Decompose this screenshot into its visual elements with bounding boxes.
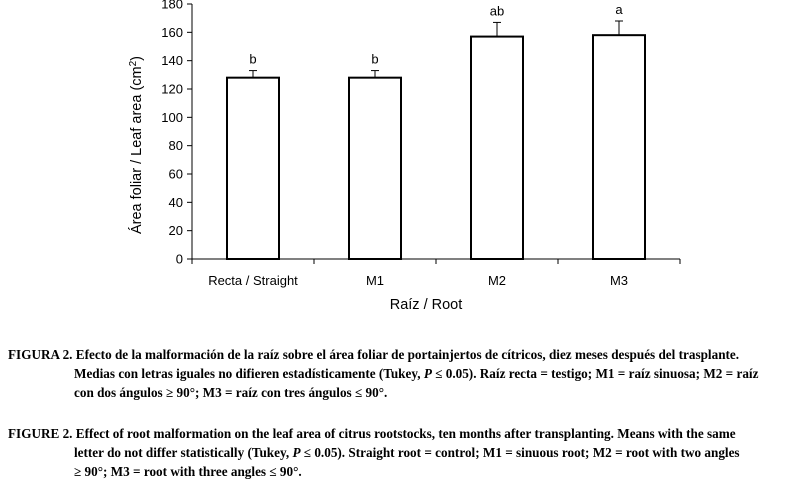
y-axis-title-main: Área foliar / Leaf area (cm — [129, 66, 145, 235]
caption-en-line1: Effect of root malformation on the leaf area of citrus rootstocks, ten months after transplanting. Means with the same — [75, 426, 736, 441]
caption-es-line2 — [8, 364, 794, 383]
figure-caption-spanish — [8, 345, 794, 402]
caption-es-line3: con dos ángulos ≥ 90°; M3 = raíz con tres ángulos ≤ 90°. — [74, 385, 388, 400]
x-axis — [192, 259, 680, 288]
caption-en-line2b: ≤ 0.05). Straight root = control; M1 = sinuous root; M2 = root with two angles — [300, 445, 740, 460]
caption-es-label: FIGURA 2. — [8, 347, 73, 362]
caption-en-line2a: letter do not differ statistically (Tukey, — [74, 445, 293, 460]
caption-es-line1: Efecto de la malformación de la raíz sobre el área foliar de portainjertos de cítricos, diez meses después del trasplante. — [75, 347, 740, 362]
significance-letter: b — [249, 51, 257, 67]
caption-en-label: FIGURE 2. — [8, 426, 73, 441]
y-tick-label: 20 — [168, 223, 183, 239]
y-tick-label: 180 — [161, 0, 183, 12]
figure-caption-english — [8, 424, 794, 481]
caption-es-line2a: Medias con letras iguales no difieren estadísticamente (Tukey, — [74, 366, 424, 381]
bar — [471, 37, 523, 259]
caption-es-p: P — [423, 366, 432, 381]
bar — [227, 78, 279, 259]
y-tick-label: 0 — [175, 251, 183, 267]
y-tick-label: 120 — [161, 81, 183, 97]
x-tick-label: M1 — [365, 273, 385, 288]
y-tick-label: 100 — [161, 109, 183, 125]
bar — [593, 35, 645, 259]
significance-letter: b — [371, 51, 379, 67]
caption-en-line2 — [8, 443, 794, 462]
x-tick-label: Recta / Straight — [208, 273, 298, 288]
y-axis — [161, 0, 192, 267]
y-tick-label: 60 — [168, 166, 183, 182]
x-tick-label: M3 — [609, 273, 629, 288]
x-axis-title: Raíz / Root — [389, 297, 463, 313]
bar — [349, 78, 401, 259]
caption-en-line3: ≥ 90°; M3 = root with three angles ≤ 90°. — [74, 464, 302, 479]
y-tick-label: 140 — [161, 53, 183, 69]
x-tick-label: M2 — [487, 273, 507, 288]
y-tick-label: 80 — [168, 138, 183, 154]
y-tick-label: 40 — [168, 194, 183, 210]
y-axis-title-close: ) — [129, 55, 145, 61]
y-tick-label: 160 — [161, 24, 183, 40]
y-axis-title-superscript: 2 — [128, 60, 139, 67]
y-axis-title — [128, 56, 145, 234]
caption-es-line2b: ≤ 0.05). Raíz recta = testigo; M1 = raíz sinuosa; M2 = raíz — [431, 366, 759, 381]
significance-letter: a — [615, 2, 623, 17]
caption-en-p: P — [292, 445, 301, 460]
significance-letter: ab — [489, 3, 505, 19]
bars — [227, 2, 645, 259]
